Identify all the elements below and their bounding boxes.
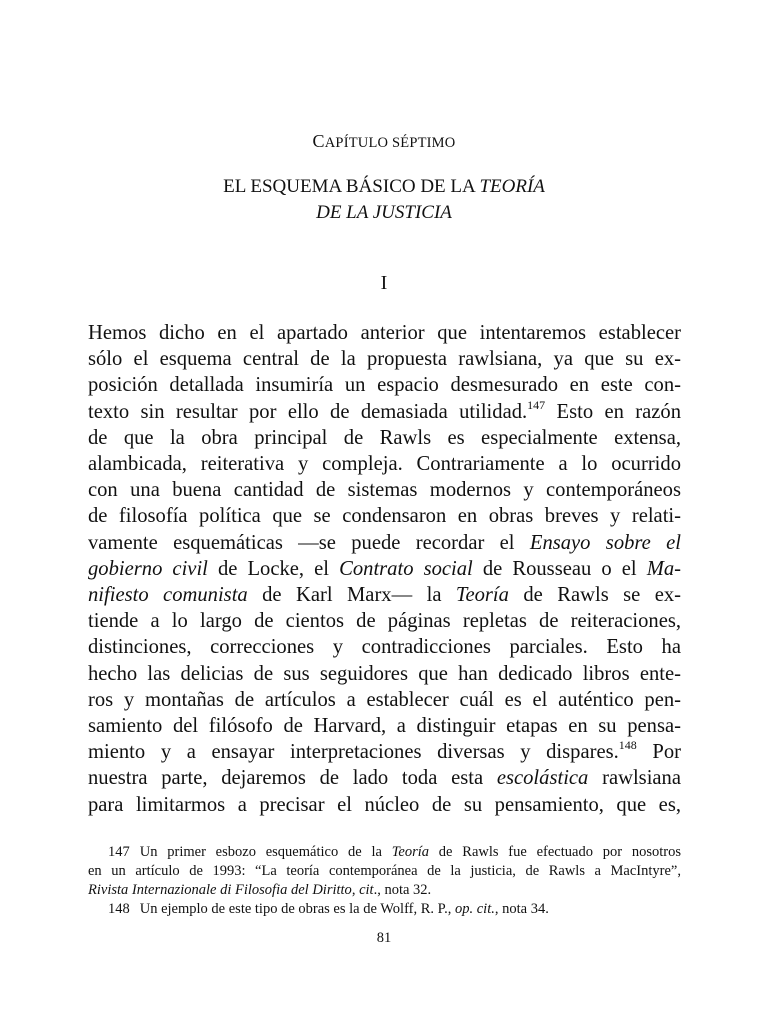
section-number: I (380, 272, 388, 294)
body-line: tiende a lo largo de cientos de páginas repletas de reiteraciones, (88, 610, 681, 633)
body-line: vamente esquemáticas —se puede recordar el Ensayo sobre el (88, 531, 681, 554)
body-line: con una buena cantidad de sistemas modernos y contemporáneos (88, 479, 681, 502)
footnotes (88, 843, 681, 919)
footnote-147-line-3: Rivista Internazionale di Filosofia del Diritto, cit., nota 32. (88, 882, 432, 898)
footnote-148: 148 Un ejemplo de este tipo de obras es la de Wolff, R. P., op. cit., nota 34. (108, 901, 549, 917)
body-line: posición detallada insumiría un espacio desmesurado en este con- (88, 374, 681, 397)
body-line: de filosofía política que se condensaron en obras breves y relati- (88, 505, 681, 528)
chapter-title-line-1: EL ESQUEMA BÁSICO DE LA TEORÍA (223, 176, 545, 197)
body-line: samiento del filósofo de Harvard, a distinguir etapas en su pensa- (88, 715, 681, 738)
page-number: 81 (376, 930, 392, 946)
body-line: alambicada, reiterativa y compleja. Contrariamente a lo ocurrido (88, 453, 681, 476)
body-line: hecho las delicias de sus seguidores que han dedicado libros ente- (88, 662, 681, 685)
footnote-number: 147 (108, 844, 130, 860)
body-line: sólo el esquema central de la propuesta rawlsiana, ya que su ex- (88, 348, 681, 371)
body-line: gobierno civil de Locke, el Contrato social de Rousseau o el Ma- (88, 557, 681, 580)
body-line: de que la obra principal de Rawls es especialmente extensa, (88, 426, 681, 449)
footnote-ref-147[interactable]: 147 (527, 397, 546, 412)
chapter-title (0, 174, 768, 226)
chapter-label-rest: APÍTULO SÉPTIMO (324, 135, 456, 151)
chapter-title-line-2: DE LA JUSTICIA (316, 202, 452, 223)
body-line: para limitarmos a precisar el núcleo de su pensamiento, que es, (88, 793, 681, 816)
chapter-label-initial: C (312, 131, 325, 151)
footnote-147: 147 Un primer esbozo esquemático de la Teoría de Rawls fue efectuado por nosotros (108, 844, 681, 860)
body-line: nifiesto comunista de Karl Marx— la Teoría de Rawls se ex- (88, 584, 681, 607)
body-line: texto sin resultar por ello de demasiada utilidad.$^{147}$ Esto en razón (88, 397, 682, 423)
body-line: ros y montañas de artículos a establecer cuál es el auténtico pen- (88, 688, 681, 711)
body-line: distinciones, correcciones y contradicciones parciales. Esto ha (88, 636, 681, 659)
body-line: nuestra parte, dejaremos de lado toda esta escolástica rawlsiana (88, 767, 681, 790)
body-paragraph (88, 320, 681, 818)
footnote-number: 148 (108, 901, 130, 917)
body-line: miento y a ensayar interpretaciones diversas y dispares.$^{148}$ Por (88, 738, 681, 764)
footnote-147-line-2: en un artículo de 1993: “La teoría contemporánea de la justicia, de Rawls a MacIntyre”, (88, 863, 681, 879)
chapter-label (0, 131, 768, 152)
body-line: Hemos dicho en el apartado anterior que intentaremos establecer (88, 322, 681, 344)
footnote-ref-148[interactable]: 148 (618, 738, 637, 753)
